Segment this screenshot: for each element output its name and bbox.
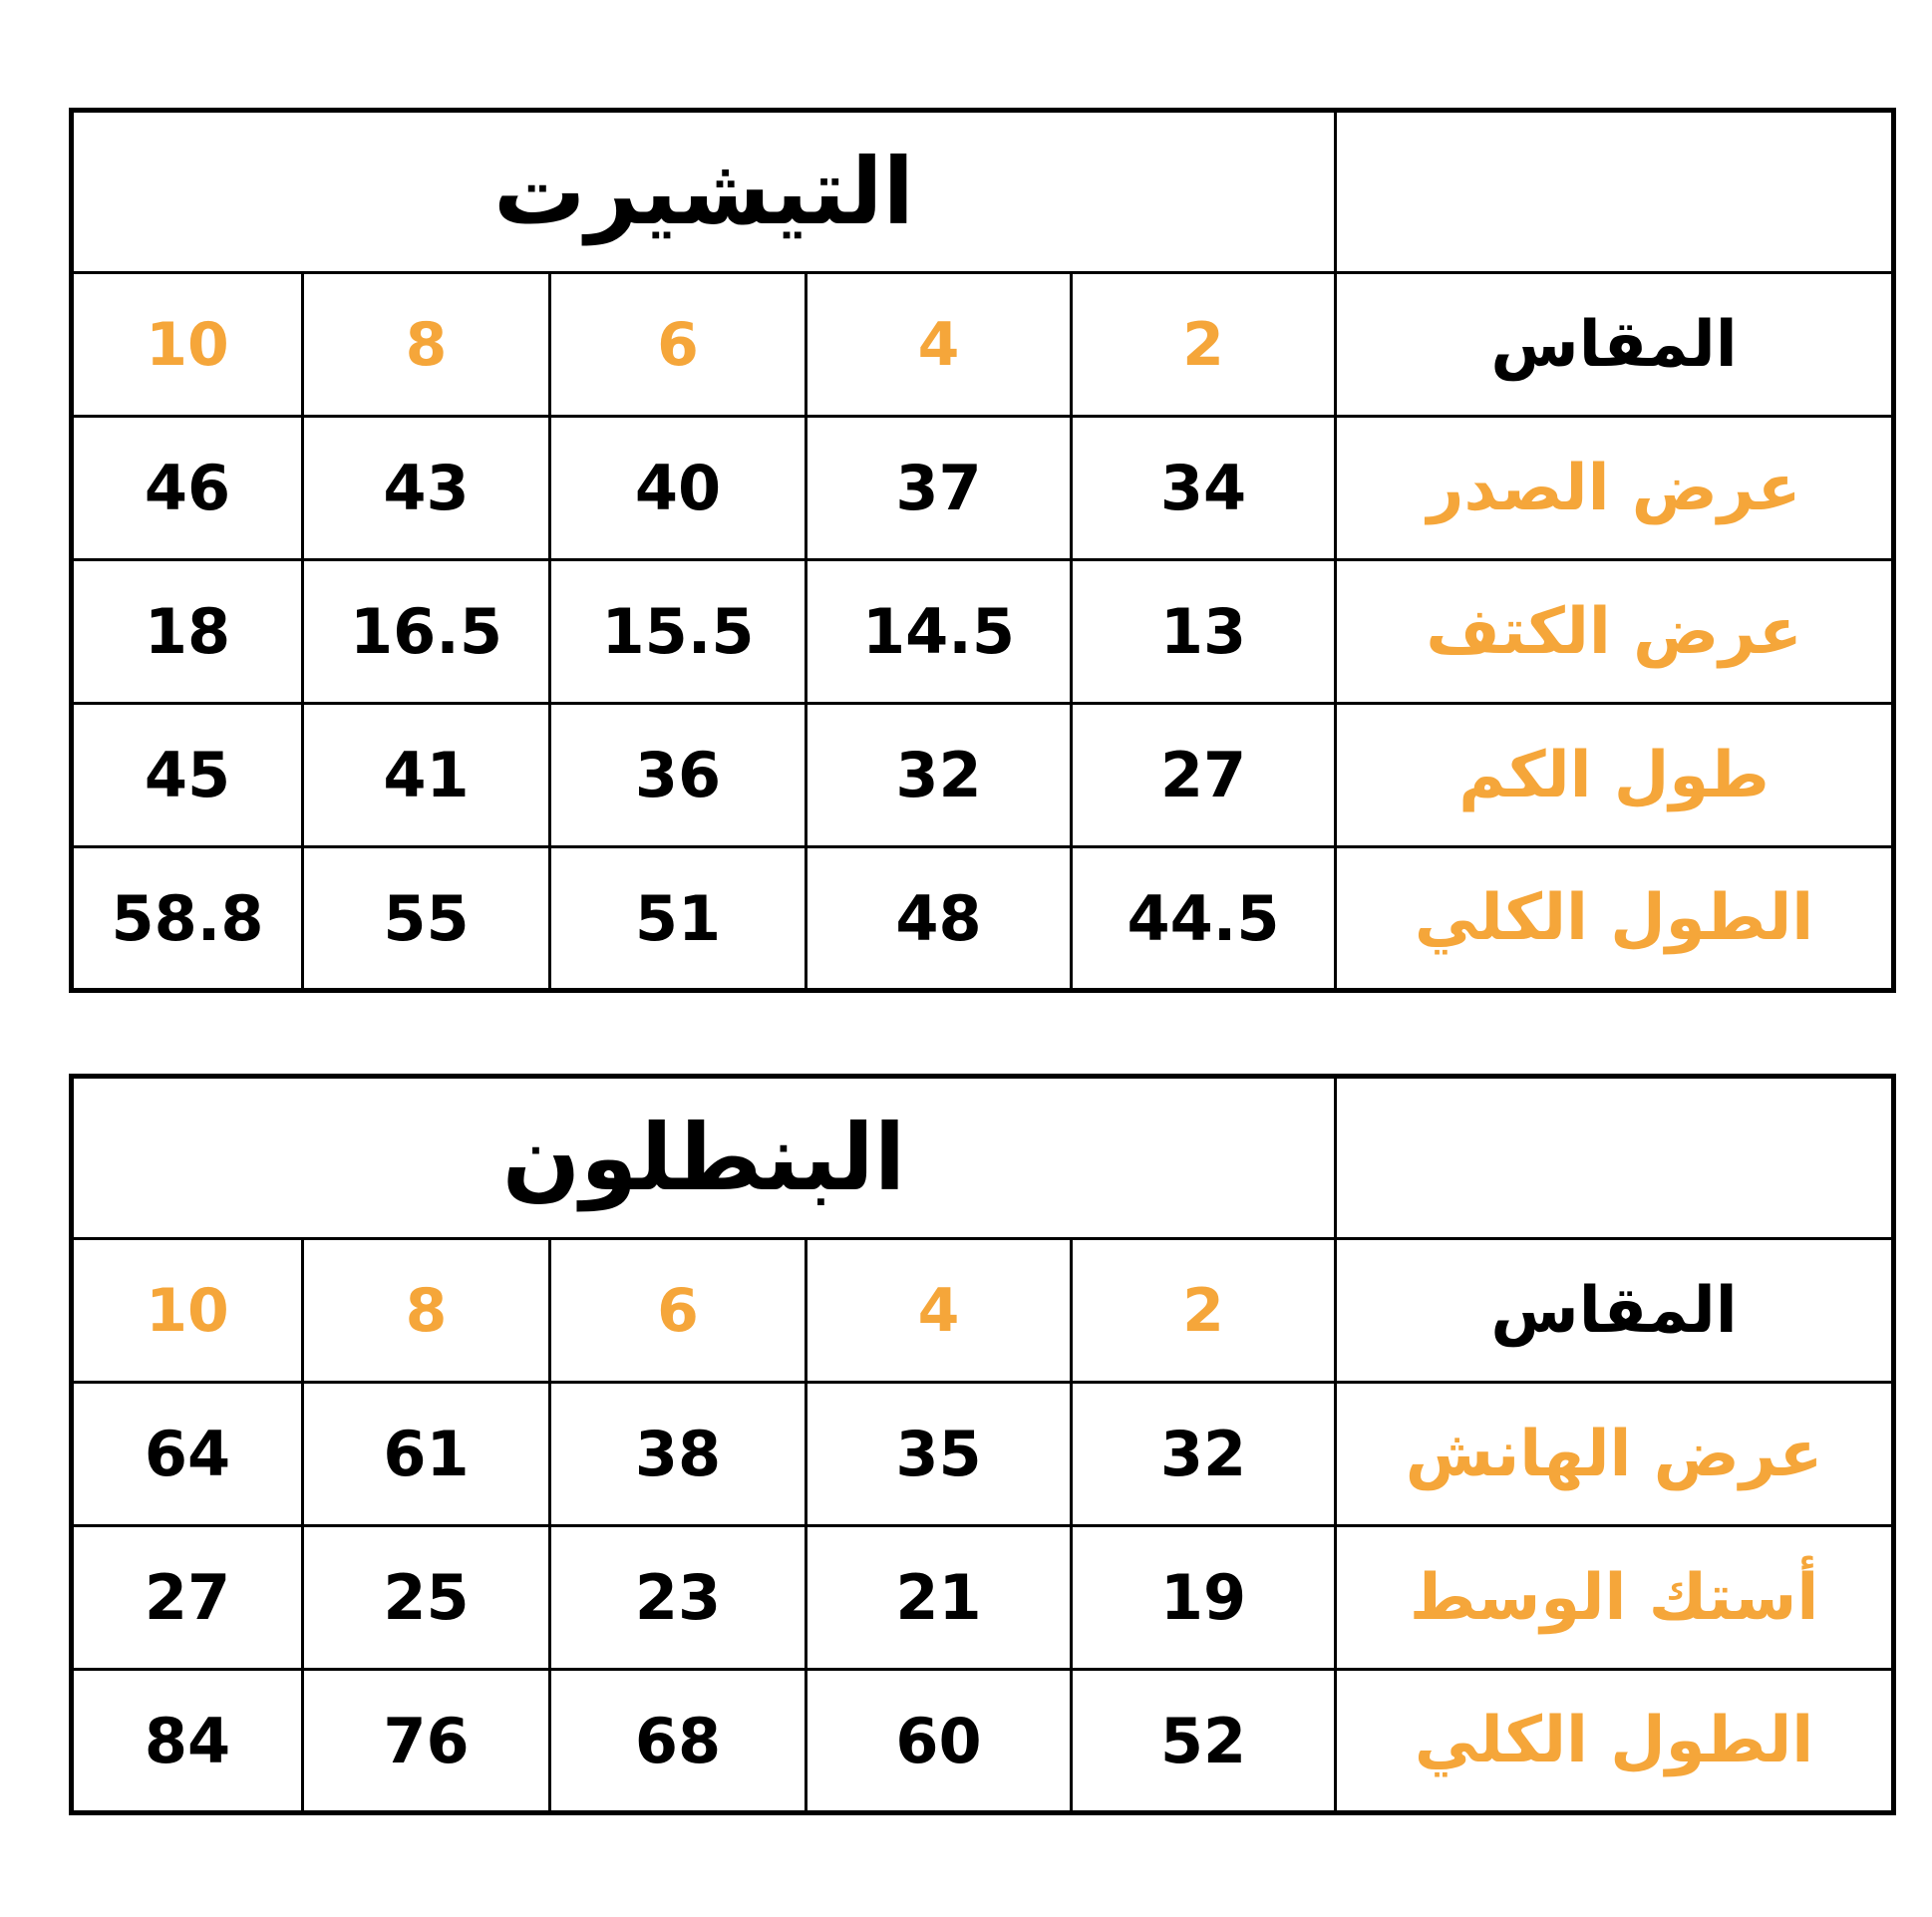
table-title: التيشيرت	[72, 111, 1336, 273]
measurement-value: 48	[806, 847, 1072, 991]
empty-corner-cell	[1336, 1077, 1894, 1239]
measurement-value: 44.5	[1072, 847, 1336, 991]
measurement-value: 19	[1072, 1526, 1336, 1670]
table-title-row	[72, 111, 1894, 273]
measurement-value: 61	[303, 1383, 550, 1526]
measurement-value: 52	[1072, 1670, 1336, 1813]
size-header: 10	[72, 273, 303, 417]
size-header: 10	[72, 1239, 303, 1383]
measurement-value: 32	[806, 704, 1072, 847]
measurement-value: 40	[550, 417, 806, 560]
measurement-value: 25	[303, 1526, 550, 1670]
measurement-label: الطول الكلي	[1336, 847, 1894, 991]
measurement-value: 35	[806, 1383, 1072, 1526]
table-row	[72, 417, 1894, 560]
pants-size-table	[69, 1074, 1896, 1815]
measurement-value: 27	[72, 1526, 303, 1670]
measurement-value: 64	[72, 1383, 303, 1526]
size-header: 6	[550, 273, 806, 417]
table-row	[72, 1383, 1894, 1526]
measurement-value: 45	[72, 704, 303, 847]
table-title: البنطلون	[72, 1077, 1336, 1239]
size-header-row	[72, 1239, 1894, 1383]
measurement-value: 55	[303, 847, 550, 991]
table-row	[72, 1526, 1894, 1670]
table-row	[72, 1670, 1894, 1813]
measurement-value: 58.8	[72, 847, 303, 991]
measurement-label: عرض الكتف	[1336, 560, 1894, 704]
size-header: 6	[550, 1239, 806, 1383]
measurement-value: 68	[550, 1670, 806, 1813]
measurement-value: 41	[303, 704, 550, 847]
tshirt-size-table	[69, 108, 1896, 993]
size-label: المقاس	[1336, 1239, 1894, 1383]
size-header: 4	[806, 273, 1072, 417]
measurement-value: 46	[72, 417, 303, 560]
measurement-value: 84	[72, 1670, 303, 1813]
measurement-value: 32	[1072, 1383, 1336, 1526]
measurement-label: طول الكم	[1336, 704, 1894, 847]
measurement-value: 37	[806, 417, 1072, 560]
measurement-value: 38	[550, 1383, 806, 1526]
measurement-label: الطول الكلي	[1336, 1670, 1894, 1813]
size-header: 2	[1072, 1239, 1336, 1383]
measurement-label: عرض الهانش	[1336, 1383, 1894, 1526]
size-header-row	[72, 273, 1894, 417]
size-header: 2	[1072, 273, 1336, 417]
measurement-label: عرض الصدر	[1336, 417, 1894, 560]
measurement-value: 13	[1072, 560, 1336, 704]
size-header: 8	[303, 273, 550, 417]
measurement-value: 15.5	[550, 560, 806, 704]
measurement-value: 16.5	[303, 560, 550, 704]
measurement-value: 36	[550, 704, 806, 847]
size-header: 4	[806, 1239, 1072, 1383]
measurement-value: 14.5	[806, 560, 1072, 704]
table-row	[72, 704, 1894, 847]
measurement-value: 27	[1072, 704, 1336, 847]
measurement-value: 23	[550, 1526, 806, 1670]
measurement-value: 21	[806, 1526, 1072, 1670]
size-label: المقاس	[1336, 273, 1894, 417]
table-row	[72, 847, 1894, 991]
measurement-label: أستك الوسط	[1336, 1526, 1894, 1670]
measurement-value: 76	[303, 1670, 550, 1813]
empty-corner-cell	[1336, 111, 1894, 273]
measurement-value: 51	[550, 847, 806, 991]
table-title-row	[72, 1077, 1894, 1239]
measurement-value: 34	[1072, 417, 1336, 560]
measurement-value: 43	[303, 417, 550, 560]
size-header: 8	[303, 1239, 550, 1383]
measurement-value: 18	[72, 560, 303, 704]
measurement-value: 60	[806, 1670, 1072, 1813]
table-row	[72, 560, 1894, 704]
